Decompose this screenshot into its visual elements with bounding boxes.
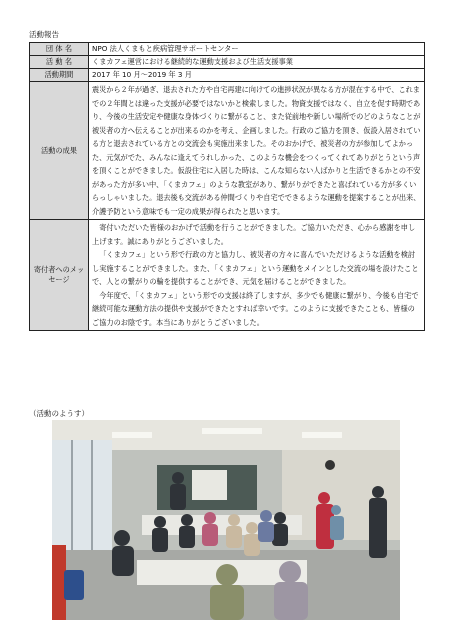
message-row [30,220,425,331]
org-value: NPO 法人くまもと疾病管理サポートセンター [89,43,425,56]
report-heading: 活動報告 [29,30,59,39]
message-label: 寄付者へのメッセージ [30,220,89,331]
message-paragraph: 「くまカフェ」という形で行政の方と協力し、被災者の方々に喜んでいただけるような活動を検討し実施することができました。また、「くまカフェ」という運動をメインとした交流の場を設けたことで、人との繋がりの輪を提供することができ、元気を届けることができました。 [92,250,419,286]
report-table [29,42,425,331]
results-label: 活動の成果 [30,82,89,220]
org-label: 団 体 名 [30,43,89,56]
message-paragraph: 今年度で、「くまカフェ」という形での支援は終了しますが、多少でも健康に繋がり、今後も自宅で継続可能な運動方法の提供や支援ができたとすれば幸いです。このように支援できたことも、皆様のご協力のお陰です。本当にありがとうございました。 [92,290,419,327]
org-row [30,43,425,56]
period-value: 2017 年 10 月〜2019 年 3 月 [89,69,425,82]
results-row [30,82,425,220]
activity-label: 活 動 名 [30,56,89,69]
activity-photo-illustration [52,420,400,620]
activity-row [30,56,425,69]
activity-photo [52,420,400,620]
message-paragraph: 寄付いただいた皆様のおかげで活動を行うことができました。ご協力いただき、心から感謝を申し上げます。誠にありがとうございました。 [92,223,416,246]
period-label: 活動期間 [30,69,89,82]
activity-value: くまカフェ運営における継続的な運動支援および生活支援事業 [89,56,425,69]
message-value [89,220,425,331]
photo-caption: （活動のようす） [29,409,89,418]
period-row [30,69,425,82]
results-value: 震災から２年が過ぎ、退去された方や自宅再建に向けての進捗状況が異なる方が混在する中で、これまでの２年間とは違った支援が必要ではないかと検索しました。物資支援ではなく、自立を促す時期であり、今後の生活安定や健康な身体づくりに繋がること、また従前地や新しい場所でのどのようなことが被災者の方へ伝えることが出来るのかを考え、企画しました。行政のご協力を頂き、仮設入居されている方と退去されている方との交流会も実施出来ました。そのおかげで、被災者の方が参加してよかった、元気がでた、みんなに逢えてうれしかった、このような機会をつくってくれてありがとうという声を頂くことができました。仮設住宅に入居した時は、こんな知らない人ばかりと生活できるかとの不安があった方が多い中、「くまカフェ」のような教室があり、繋がりができたと喜ばれている方が多くいらっしゃいました。退去後も交流がある仲間づくりや自宅でできるような運動を提案することが出来、介護予防という意味でも一定の成果が得られたと思います。 [89,82,425,220]
